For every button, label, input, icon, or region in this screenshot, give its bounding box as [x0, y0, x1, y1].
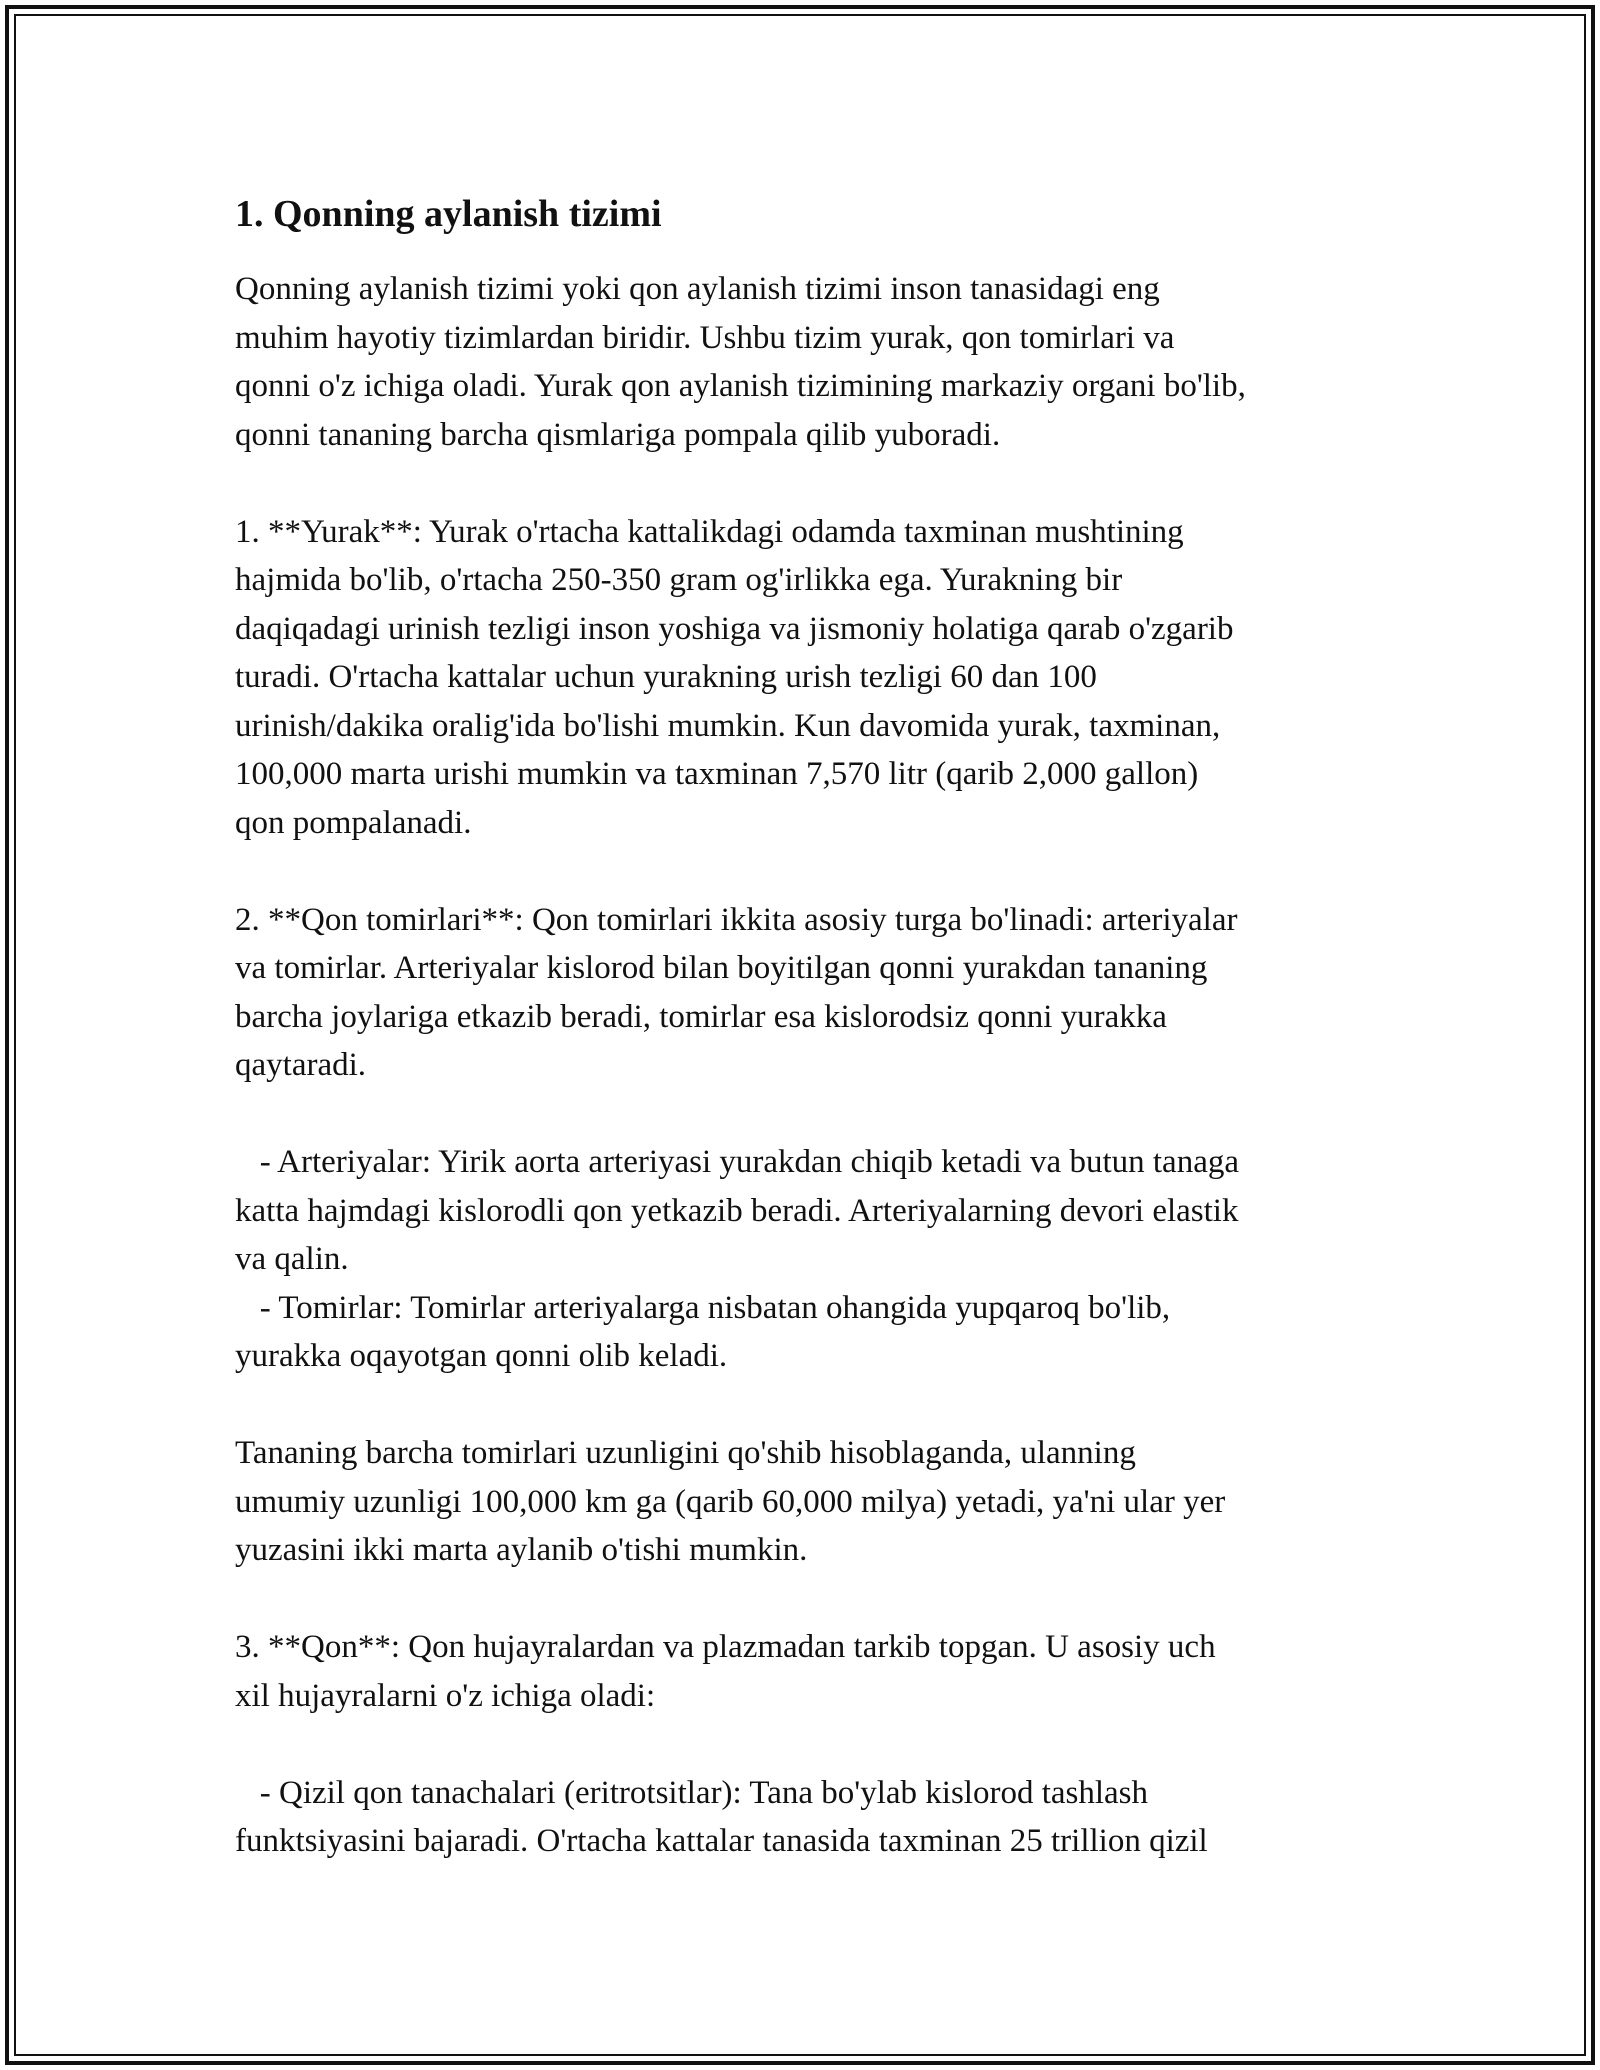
paragraph-arteriyalar-tomirlar: - Arteriyalar: Yirik aorta arteriyasi yurakdan chiqib ketadi va butun tanaga katta hajmdagi kislorodli qon yetkazib beradi. Arteriyalarning devori elastik va qalin. - Tomirlar: Tomirlar arteriyalarga nisbatan ohangida yupqaroq bo'lib, yurakka oqayotgan qonni olib keladi. [235, 1144, 1239, 1374]
paragraph-gap [235, 1575, 1385, 1624]
paragraph-gap [235, 459, 1385, 508]
paragraph-gap [235, 1720, 1385, 1769]
document-title: 1. Qonning aylanish tizimi [235, 193, 662, 235]
paragraph-qon: 3. **Qon**: Qon hujayralardan va plazmadan tarkib topgan. U asosiy uch xil hujayralarni o'z ichiga oladi: [235, 1629, 1216, 1714]
paragraph-gap [235, 1381, 1385, 1430]
paragraph-qizil-qon: - Qizil qon tanachalari (eritrotsitlar): Tana bo'ylab kislorod tashlash funktsiyasini bajaradi. O'rtacha kattalar tanasida taxminan 25 trillion qizil [235, 1774, 1208, 1859]
paragraph-gap [235, 847, 1385, 896]
paragraph-qon-tomirlari: 2. **Qon tomirlari**: Qon tomirlari ikkita asosiy turga bo'linadi: arteriyalar va tomirlar. Arteriyalar kislorod bilan boyitilgan qonni yurakdan tananing barcha joylariga etkazib beradi, tomirlar esa kislorodsiz qonni yurakka qaytaradi. [235, 901, 1238, 1083]
paragraph-gap [235, 1090, 1385, 1139]
paragraph-yurak: 1. **Yurak**: Yurak o'rtacha kattalikdagi odamda taxminan mushtining hajmida bo'lib, o'rtacha 250-350 gram og'irlikka ega. Yurakning bir daqiqadagi urinish tezligi inson yoshiga va jismoniy holatiga qarab o'zgarib turadi. O'rtacha kattalar uchun yurakning urish tezligi 60 dan 100 urinish/dakika oralig'ida bo'lishi mumkin. Kun davomida yurak, taxminan, 100,000 marta urishi mumkin va taxminan 7,570 litr (qarib 2,000 gallon) qon pompalanadi. [235, 513, 1234, 841]
paragraph-intro: Qonning aylanish tizimi yoki qon aylanish tizimi inson tanasidagi eng muhim hayotiy tizimlardan biridir. Ushbu tizim yurak, qon tomirlari va qonni o'z ichiga oladi. Yurak qon aylanish tizimining markaziy organi bo'lib, qonni tananing barcha qismlariga pompala qilib yuboradi. [235, 271, 1246, 453]
paragraph-tomirlar-uzunligi: Tananing barcha tomirlari uzunligini qo'shib hisoblaganda, ulanning umumiy uzunligi 100,000 km ga (qarib 60,000 milya) yetadi, ya'ni ular yer yuzasini ikki marta aylanib o'tishi mumkin. [235, 1435, 1226, 1568]
document-body [235, 185, 1385, 1866]
